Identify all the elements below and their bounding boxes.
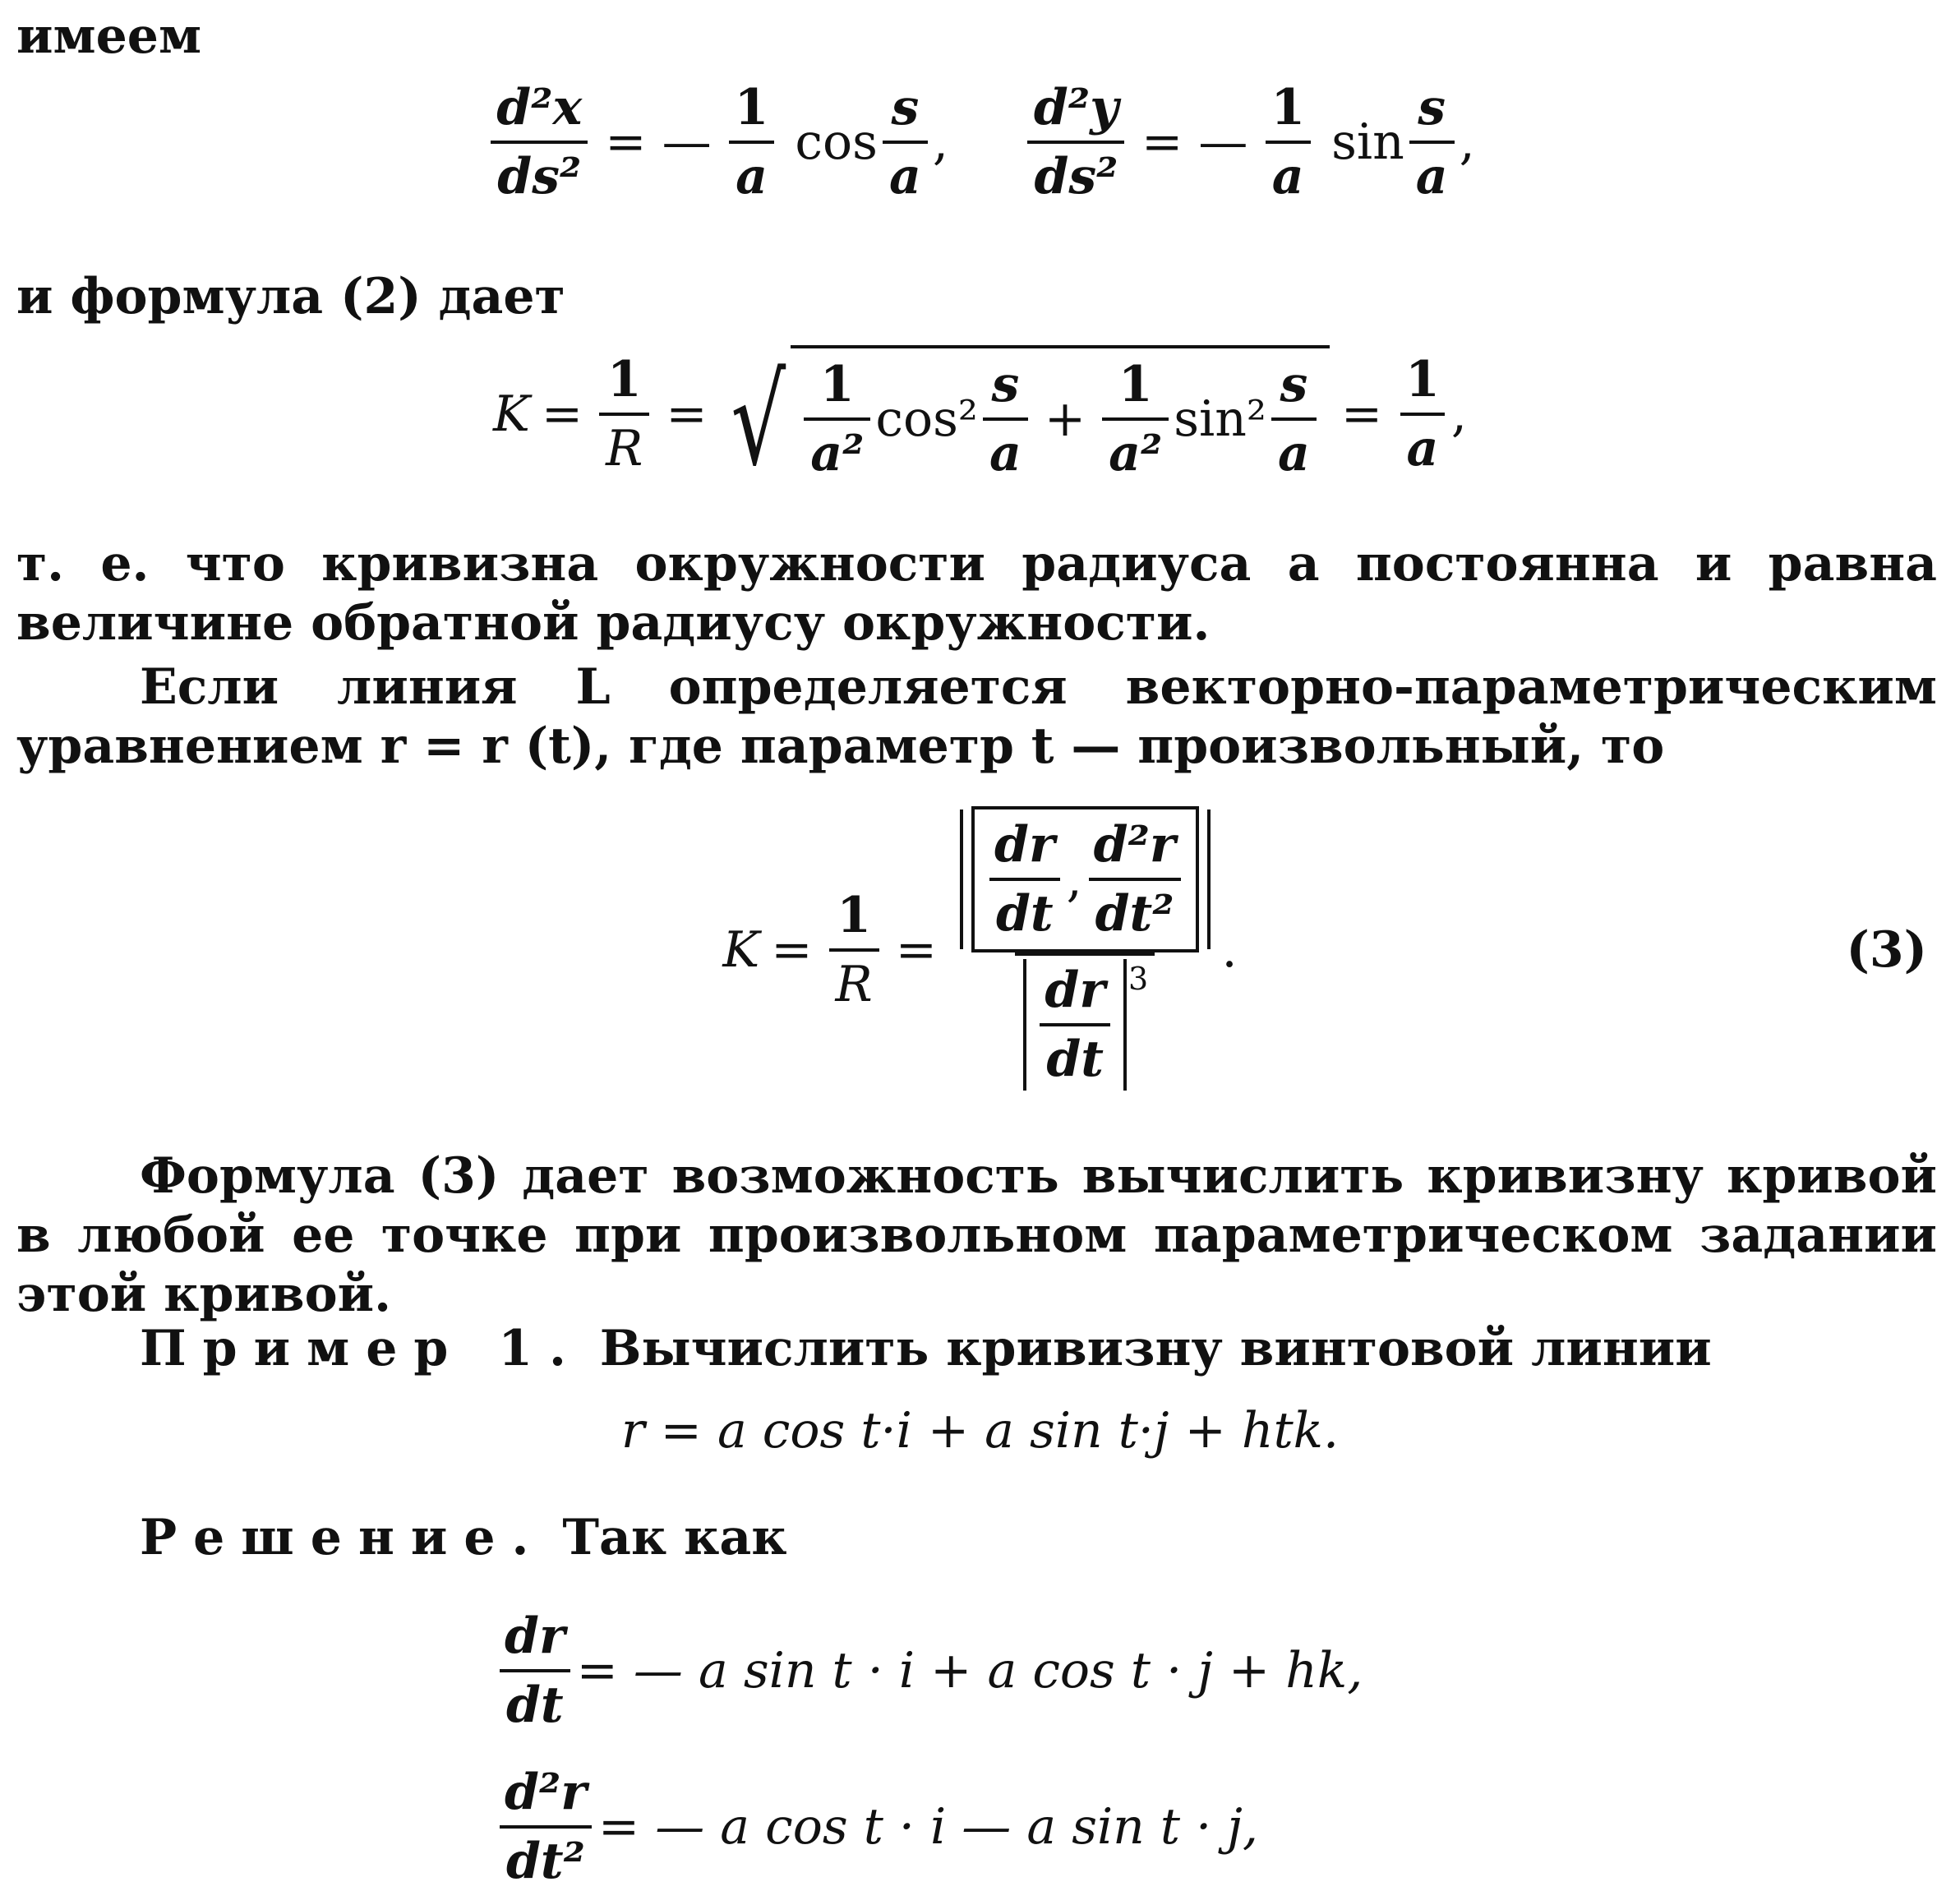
equation-first-derivative: $\frac{dr}{dt}$ = — a sin t · i + a cos t · j + hk, [493,1607,1960,1735]
square-root: √ $\frac{1}{\text{a²}}$ cos² $\frac{s}{a}$ + $\frac{1}{\text{a²}}$ sin² $\frac{s}{a}$ [719,345,1330,483]
paragraph-formula-3-usage: Формула (3) дает возможность вычислить кривизну кривой в любой ее точке при произвольном параметрическом задании этой кривой. [16,1147,1937,1323]
paragraph-example-1: Пример 1. Вычислить кривизну винтовой линии [140,1320,1712,1377]
paragraph-formula-2: и формула (2) дает [16,268,565,325]
eq1-right: $\frac{\text{d²y}}{\text{ds²}}$ = — $\frac{1}{a}$ sin $\frac{s}{a}$ , [1022,78,1475,206]
paragraph-imeem: имеем [16,7,202,65]
equation-second-derivatives [0,78,1960,206]
paragraph-solution: Решение. Так как [140,1509,787,1566]
equation-number-3: (3) [1846,921,1927,979]
paragraph-vector-param: Если линия L определяется векторно-параметрическим уравнением r = r (t), где параметр t — произвольный, то [16,658,1937,775]
paragraph-curvature-constant: т. е. что кривизна окружности радиуса a постоянна и равна величине обратной радиусу окружности. [16,535,1937,652]
equation-helix: r = a cos t·i + a sin t·j + htk. [620,1402,1340,1460]
equation-circle-curvature: K = $\frac{1}{R}$ = √ $\frac{1}{\text{a²}}$ cos² $\frac{s}{a}$ + $\frac{1}{\text{a²}}$ sin² $\frac{s}{a}$ = $\frac{1}{a}$ , [0,345,1960,483]
eq3-main-fraction: $\frac{dr}{dt}$ , $\frac{\text{d²r}}{\text{dt²}}$ $\frac{dr}{dt}$ $^3$ [953,809,1217,1091]
eq1-left: $\frac{\text{d²x}}{\text{ds²}}$ = — $\frac{1}{a}$ cos $\frac{s}{a}$ , [485,78,948,206]
equation-second-derivative: $\frac{\text{d²r}}{\text{dt²}}$ = — a cos t · i — a sin t · j, [493,1763,1960,1891]
equation-3-curvature-general: K = $\frac{1}{R}$ = $\frac{dr}{dt}$ , $\frac{\text{d²r}}{\text{dt²}}$ $\frac{dr}{dt}$ $^3$ . (3) [0,809,1960,1091]
